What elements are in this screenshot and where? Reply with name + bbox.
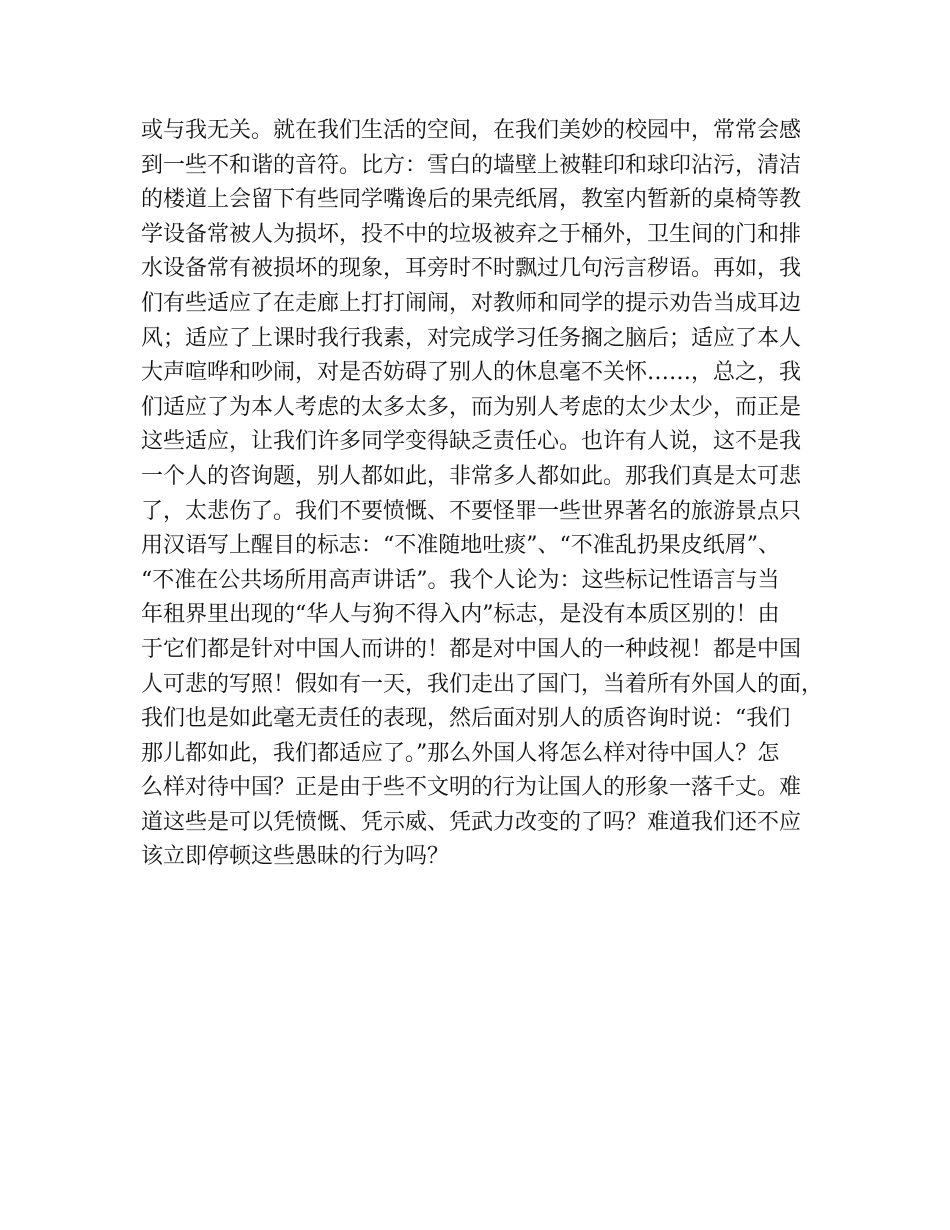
paragraph-line: 于它们都是针对中国人而讲的！都是对中国人的一种歧视！都是中国 — [141, 636, 802, 662]
paragraph-line: 们适应了为本人考虑的太多太多，而为别人考虑的太少太少，而正是 — [141, 394, 802, 420]
paragraph-line: 这些适应，让我们许多同学变得缺乏责任心。也许有人说，这不是我 — [141, 429, 802, 455]
paragraph-line: 么样对待中国？正是由于些不文明的行为让国人的形象一落千丈。难 — [141, 775, 802, 801]
paragraph-line: 用汉语写上醒目的标志：“不准随地吐痰”、“不准乱扔果皮纸屑”、 — [141, 533, 780, 559]
paragraph-line: 的楼道上会留下有些同学嘴谗后的果壳纸屑，教室内暂新的桌椅等教 — [141, 187, 802, 213]
paragraph-line: 那儿都如此，我们都适应了。”那么外国人将怎么样对待中国人？怎 — [141, 740, 780, 766]
paragraph-line: 了，太悲伤了。我们不要愤慨、不要怪罪一些世界著名的旅游景点只 — [141, 498, 802, 524]
paragraph-line: 一个人的咨询题，别人都如此，非常多人都如此。那我们真是太可悲 — [141, 463, 802, 489]
paragraph-line: 年租界里出现的“华人与狗不得入内”标志，是没有本质区别的！由 — [141, 602, 780, 628]
paragraph-line: 水设备常有被损坏的现象，耳旁时不时飘过几句污言秽语。再如，我 — [141, 256, 802, 282]
paragraph-line: 到一些不和谐的音符。比方：雪白的墙壁上被鞋印和球印沾污，清洁 — [141, 152, 802, 178]
paragraph-line: 道这些是可以凭愤慨、凭示威、凭武力改变的了吗？难道我们还不应 — [141, 809, 802, 835]
paragraph-line: 该立即停顿这些愚昧的行为吗？ — [141, 844, 450, 870]
body-paragraph — [141, 114, 841, 875]
paragraph-line: 我们也是如此毫无责任的表现，然后面对别人的质咨询时说：“我们 — [141, 706, 791, 732]
paragraph-line: 大声喧哗和吵闹，对是否妨碍了别人的休息毫不关怀……，总之，我 — [141, 360, 802, 386]
paragraph-line: 们有些适应了在走廊上打打闹闹，对教师和同学的提示劝告当成耳边 — [141, 290, 802, 316]
paragraph-line: 风；适应了上课时我行我素，对完成学习任务搁之脑后；适应了本人 — [141, 325, 802, 351]
paragraph-line: “不准在公共场所用高声讲话”。我个人论为：这些标记性语言与当 — [141, 567, 780, 593]
paragraph-line: 人可悲的写照！假如有一天，我们走出了国门，当着所有外国人的面， — [141, 671, 824, 697]
paragraph-line: 学设备常被人为损坏，投不中的垃圾被弃之于桶外，卫生间的门和排 — [141, 221, 802, 247]
paragraph-line: 或与我无关。就在我们生活的空间，在我们美妙的校园中，常常会感 — [141, 118, 802, 143]
